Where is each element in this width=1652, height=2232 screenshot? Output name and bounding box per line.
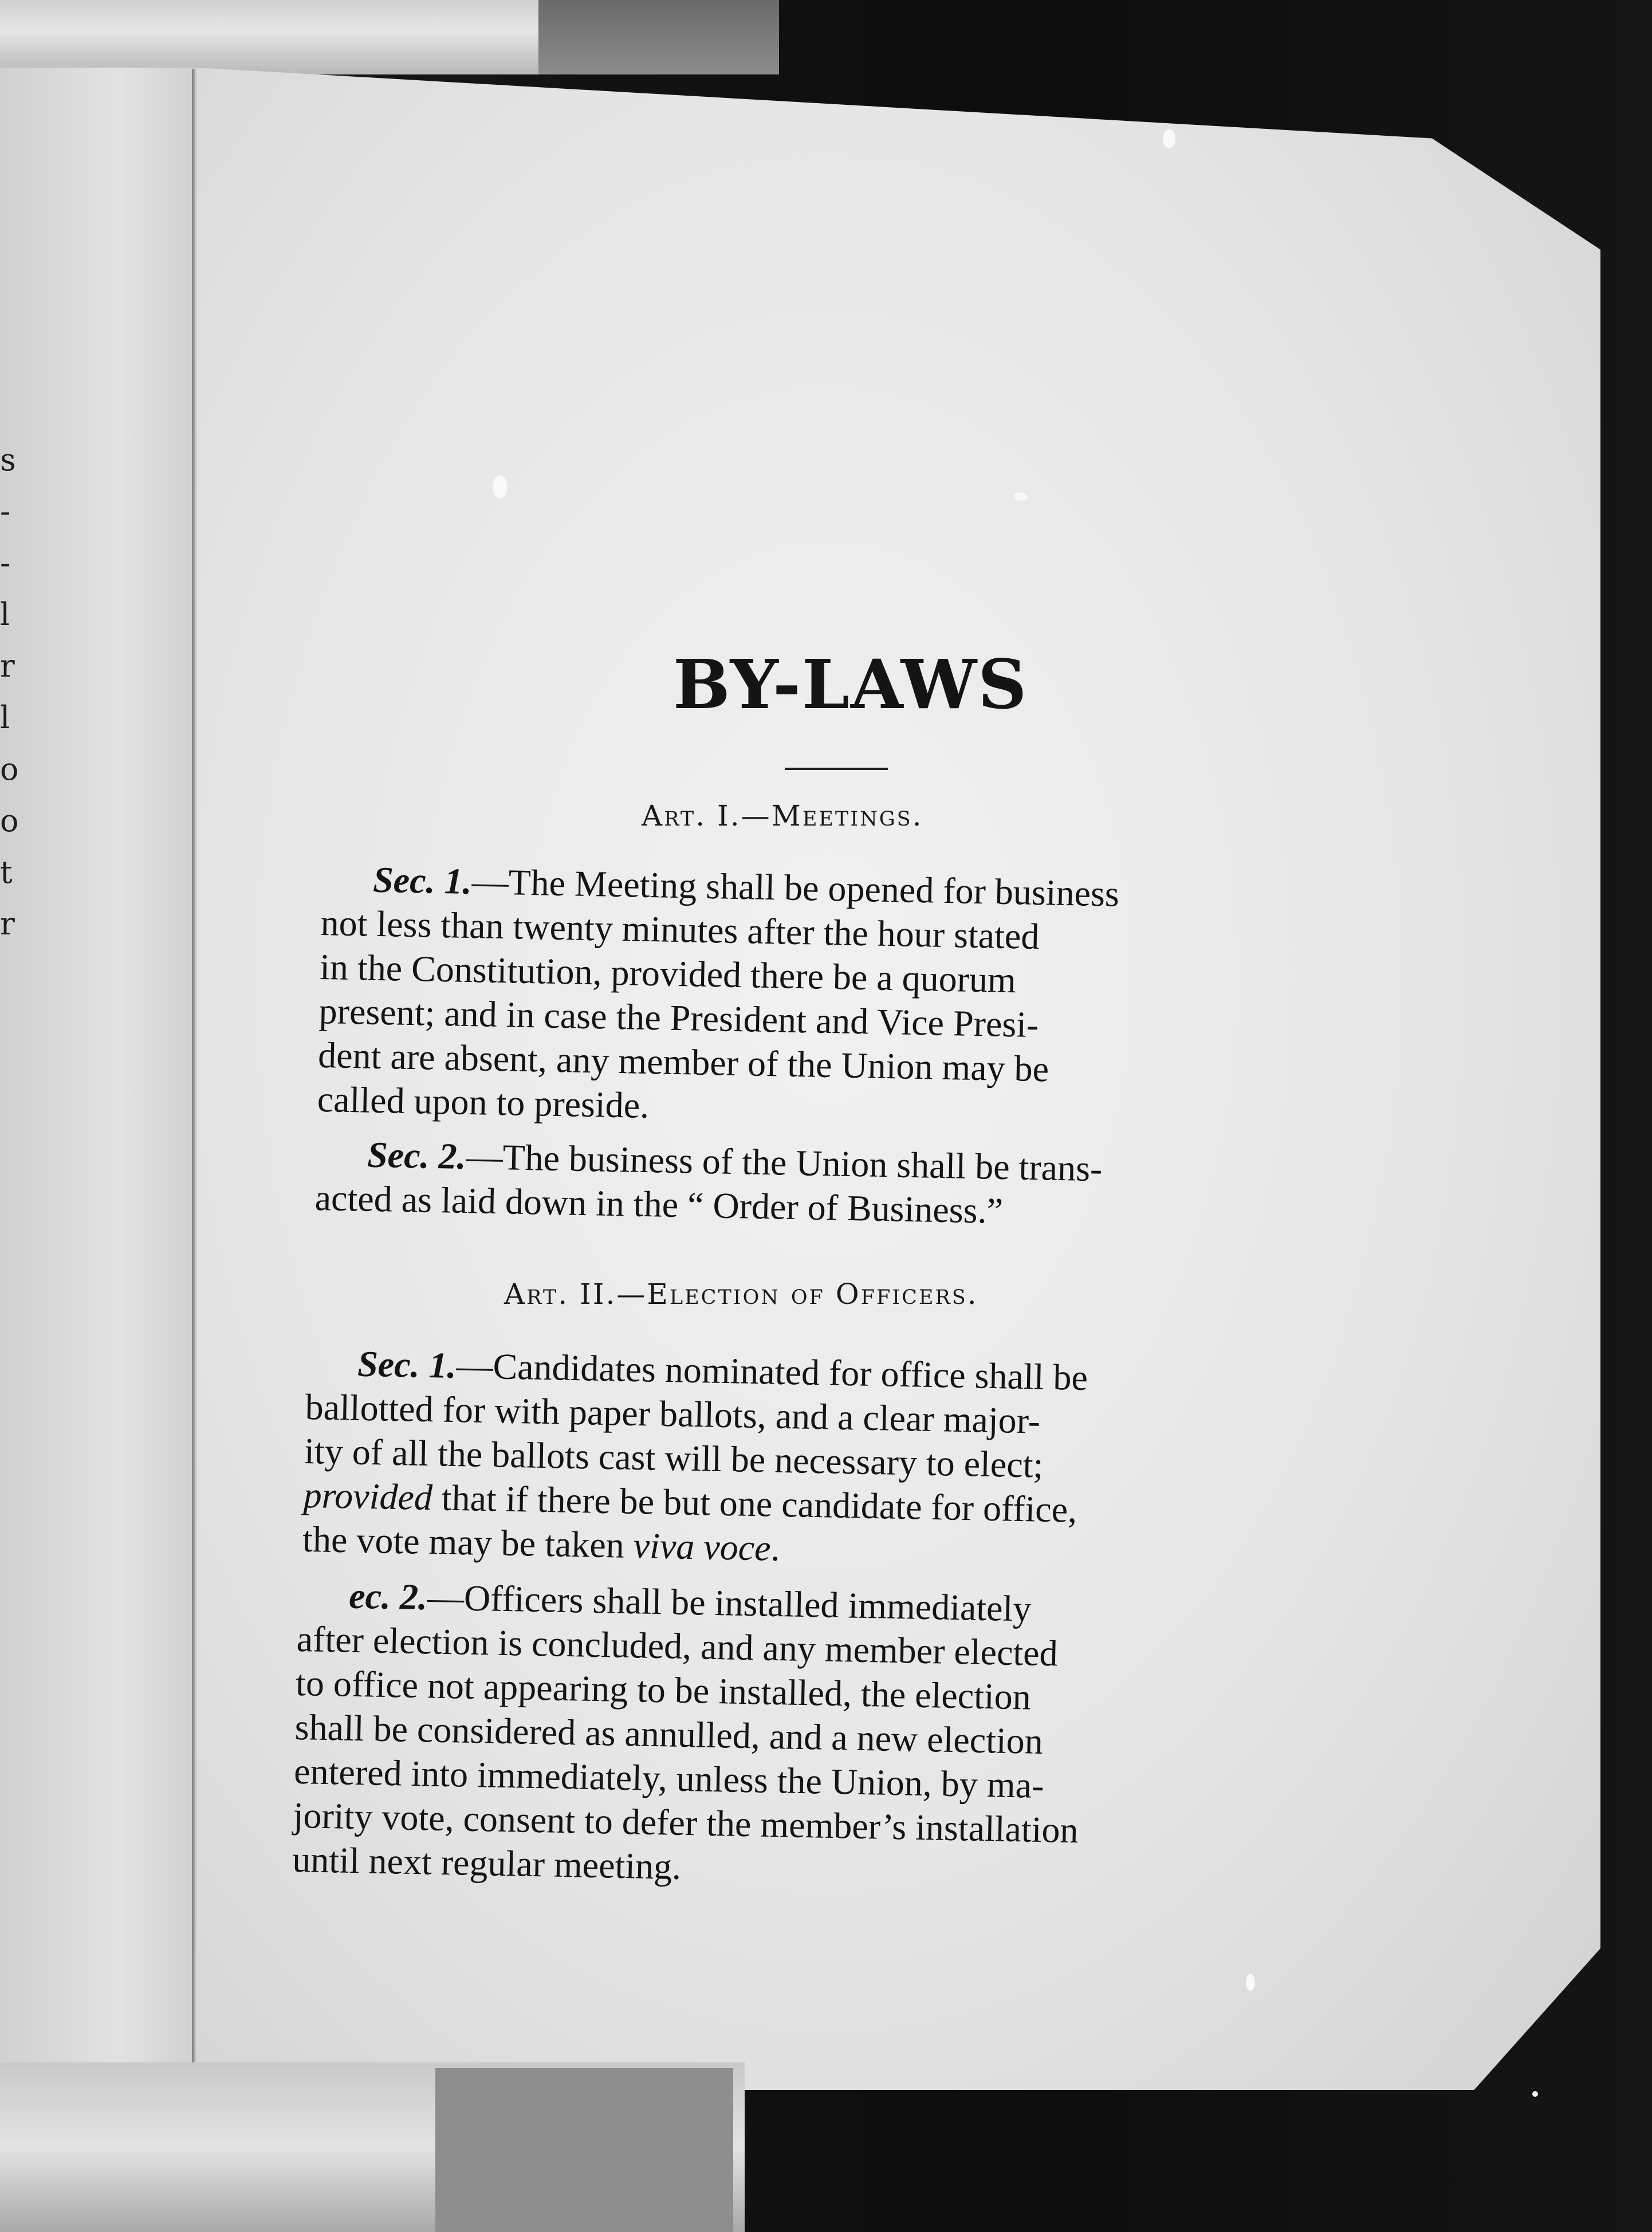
dust-speck — [1014, 493, 1028, 501]
section-line: in the Constitution, provided there be a quorum — [319, 946, 1017, 1001]
section-line: —The business of the Union shall be trans- — [465, 1136, 1103, 1189]
article-2-section-2 — [292, 1573, 1323, 1901]
section-label: ec. 2. — [348, 1575, 428, 1618]
dust-speck — [1532, 2091, 1538, 2097]
section-line: not less than twenty minutes after the hour stated — [320, 902, 1040, 957]
section-line: dent are absent, any member of the Union may be — [317, 1034, 1049, 1090]
section-label: Sec. 1. — [357, 1343, 457, 1386]
fragment: l — [0, 596, 10, 632]
section-line: after election is concluded, and any member elected — [296, 1618, 1059, 1674]
page-fold — [192, 69, 195, 2074]
page-title: BY-LAWS — [673, 645, 1028, 724]
bottom-gray-tape — [435, 2068, 733, 2232]
section-line: ity of all the ballots cast will be necessary to elect; — [304, 1430, 1044, 1486]
section-line: until next regular meeting. — [292, 1838, 682, 1887]
fragment: l — [0, 700, 10, 736]
section-line: the vote may be taken viva voce. — [302, 1518, 781, 1569]
dust-speck — [1246, 1974, 1255, 1991]
section-line: present; and in case the President and Vice Presi- — [318, 990, 1040, 1046]
section-line: jority vote, consent to defer the member’s installation — [293, 1794, 1079, 1851]
dust-speck — [1163, 129, 1175, 148]
article-1-section-1 — [317, 856, 1342, 1141]
title-rule — [785, 768, 888, 770]
section-line: —The Meeting shall be opened for business — [471, 861, 1120, 914]
section-line: called upon to preside. — [317, 1078, 650, 1126]
left-page-edge — [0, 68, 204, 2073]
fragment: o — [0, 803, 19, 839]
section-line: provided that if there be but one candidate for office, — [303, 1474, 1077, 1530]
fragment: t — [0, 854, 13, 890]
section-label: Sec. 2. — [367, 1134, 467, 1177]
section-line: —Officers shall be installed immediately — [427, 1577, 1032, 1629]
top-dark-tape — [538, 0, 779, 74]
fragment: s — [0, 442, 16, 478]
dust-speck — [493, 476, 508, 498]
fragment: - — [0, 493, 11, 529]
article-1-heading: Art. I.—Meetings. — [642, 799, 923, 832]
fragment: - — [0, 545, 11, 581]
section-line: entered into immediately, unless the Union, by ma- — [293, 1750, 1045, 1806]
fragment: o — [0, 751, 19, 787]
section-line: ballotted for with paper ballots, and a clear major- — [305, 1386, 1041, 1441]
section-line: shall be considered as annulled, and a new election — [294, 1706, 1044, 1762]
section-line: —Candidates nominated for office shall be — [455, 1345, 1088, 1398]
section-label: Sec. 1. — [372, 859, 473, 902]
fragment: r — [0, 648, 15, 684]
article-2-heading: Art. II.—Election of Officers. — [504, 1278, 978, 1311]
article-2-section-1 — [302, 1341, 1332, 1581]
fragment: r — [0, 906, 15, 942]
left-page-text-fragments — [0, 434, 23, 950]
section-line: acted as laid down in the “ Order of Business.” — [314, 1177, 1004, 1232]
section-line: to office not appearing to be installed, the election — [295, 1662, 1032, 1718]
